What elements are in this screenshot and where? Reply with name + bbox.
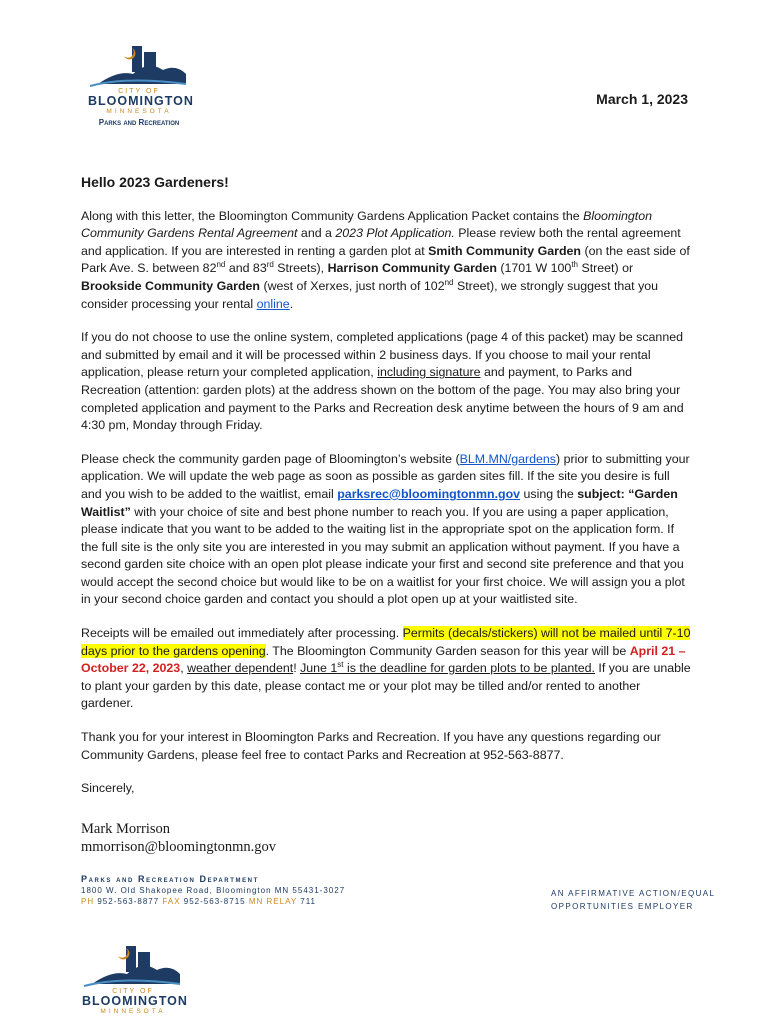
fax-label: FAX — [162, 897, 181, 906]
text: Street) or — [578, 261, 634, 276]
footer-eeo — [551, 887, 715, 913]
text: If you do not choose to use the online system, completed applications (page 4 of this packet) may be scanned and submitted by email and it will be processed within 2 business days. If you choose to mail your rental application, please return your completed application, — [81, 330, 683, 380]
eeo-line-2: OPPORTUNITIES EMPLOYER — [551, 902, 694, 911]
relay-label: MN RELAY — [248, 897, 298, 906]
ph-value: 952-563-8877 — [97, 897, 160, 906]
text: with your choice of site and best phone number to reach you. If you are using a paper application, please indicate that you want to be added to the waiting list in the appropriate spot on the application form. If the full site is the only site you are interested in you may submit an application without payment. If you have a second garden site choice with an open plot please indicate your first and second site preference and that you would accept the second choice but would like to be on a waitlist for your first choice. We will assign you a plot in your second choice garden and contact you should a plot open up at your waitlisted site. — [81, 504, 685, 607]
paragraph-mail — [81, 329, 693, 435]
text: (1701 W 100 — [496, 261, 572, 276]
highlighted-permit-note: Permits (decals/stickers) will not be mailed until 7-10 days prior to the gardens opening — [81, 626, 691, 658]
paragraph-waitlist — [81, 451, 693, 609]
logo-city-of: CITY OF — [112, 988, 154, 995]
logo-minnesota: MINNESOTA — [100, 1008, 166, 1015]
paragraph-thanks: Thank you for your interest in Bloomington Parks and Recreation. If you have any questions regarding our Community Gardens, please feel free to contact Parks and Recreation at 952-563-8877. — [81, 730, 661, 762]
relay-value: 711 — [300, 897, 317, 906]
text: and a — [297, 226, 336, 241]
text: (west of Xerxes, just north of 102 — [260, 278, 445, 293]
sup: nd — [216, 260, 226, 270]
sup: st — [337, 660, 344, 670]
logo-bloomington: BLOOMINGTON — [88, 94, 194, 108]
sup: th — [571, 260, 578, 270]
online-link[interactable]: online — [256, 296, 290, 311]
text: Along with this letter, the Bloomington Community Gardens Application Packet contains the — [81, 208, 584, 223]
text-underline: including signature — [377, 365, 481, 380]
deadline-note — [300, 661, 595, 675]
sup: rd — [266, 260, 274, 270]
signer-email: mmorrison@bloomingtonmn.gov — [81, 839, 277, 855]
city-logo-bottom — [82, 940, 188, 1015]
city-logo — [88, 40, 194, 127]
waitlist-subject: subject: “Garden Waitlist” — [81, 486, 678, 519]
text: . The Bloomington Community Garden season for this year will be — [265, 643, 630, 658]
footer-phones — [81, 897, 345, 906]
text: (on the east side of Park Ave. S. between 82 — [81, 243, 690, 276]
eeo-line-1: AN AFFIRMATIVE ACTION/EQUAL — [551, 889, 716, 898]
text: Streets), — [273, 261, 328, 276]
text: . — [289, 296, 294, 311]
text: using the — [520, 486, 578, 501]
text: ) prior to submitting your application. We will update the web page as soon as possible as garden sites fill. If the site you desire is full and you wish to be added to the waitlist, email — [81, 451, 690, 501]
logo-bloomington: BLOOMINGTON — [82, 994, 188, 1008]
signature-block — [81, 820, 276, 856]
text: Please review both the rental agreement and application. If you are interested in renting a garden plot at — [81, 226, 681, 258]
footer-department: Parks and Recreation Department — [81, 874, 259, 884]
text-italic: Bloomington Community Gardens Rental Agreement — [81, 208, 652, 241]
signer-name: Mark Morrison — [81, 821, 171, 837]
ph-label: PH — [81, 897, 95, 906]
text: June 1 — [300, 661, 338, 676]
text: , — [180, 661, 188, 676]
letter-date: March 1, 2023 — [596, 91, 688, 107]
sup: nd — [444, 277, 454, 287]
city-skyline-icon — [82, 940, 184, 988]
text: If you are unable to plant your garden by this date, please contact me or your plot may be tilled and/or rented to another gardener. — [81, 661, 691, 711]
email-link[interactable]: parksrec@bloomingtonmn.gov — [337, 486, 521, 501]
logo-minnesota: MINNESOTA — [106, 108, 172, 115]
greeting: Hello 2023 Gardeners! — [81, 174, 229, 190]
fax-value: 952-563-8715 — [183, 897, 246, 906]
smith-garden-name: Smith Community Garden — [428, 243, 582, 258]
logo-parks-recreation: Parks and Recreation — [98, 118, 180, 127]
letter-body — [81, 174, 693, 814]
footer-address: 1800 W. Old Shakopee Road, Bloomington MN 55431-3027 — [81, 886, 346, 895]
logo-city-of: CITY OF — [118, 88, 160, 95]
season-dates: April 21 – October 22, 2023 — [81, 643, 686, 676]
text: and payment, to Parks and Recreation (attention: garden plots) at the address shown on the bottom of the page. You may also bring your completed application and payment to the Parks and Recreation desk anytime between the hours of 9 am and 4:30 pm, Monday through Friday. — [81, 365, 684, 433]
text-italic: 2023 Plot Application. — [335, 226, 455, 241]
text: Street), we strongly suggest that you consider processing your rental — [81, 278, 659, 311]
paragraph-intro — [81, 208, 693, 314]
city-skyline-icon — [88, 40, 190, 88]
paragraph-receipts — [81, 625, 693, 713]
text-underline: weather dependent — [187, 661, 294, 676]
closing: Sincerely, — [81, 781, 135, 796]
text: ! — [293, 661, 301, 676]
gardens-web-link[interactable]: BLM.MN/gardens — [459, 451, 557, 466]
text: is the deadline for garden plots to be planted. — [343, 661, 595, 676]
footer-contact — [81, 874, 345, 906]
harrison-garden-name: Harrison Community Garden — [327, 261, 497, 276]
text: Please check the community garden page of Bloomington’s website ( — [81, 451, 460, 466]
text: Receipts will be emailed out immediately after processing. — [81, 626, 403, 641]
text: and 83 — [225, 261, 267, 276]
brookside-garden-name: Brookside Community Garden — [81, 278, 261, 293]
